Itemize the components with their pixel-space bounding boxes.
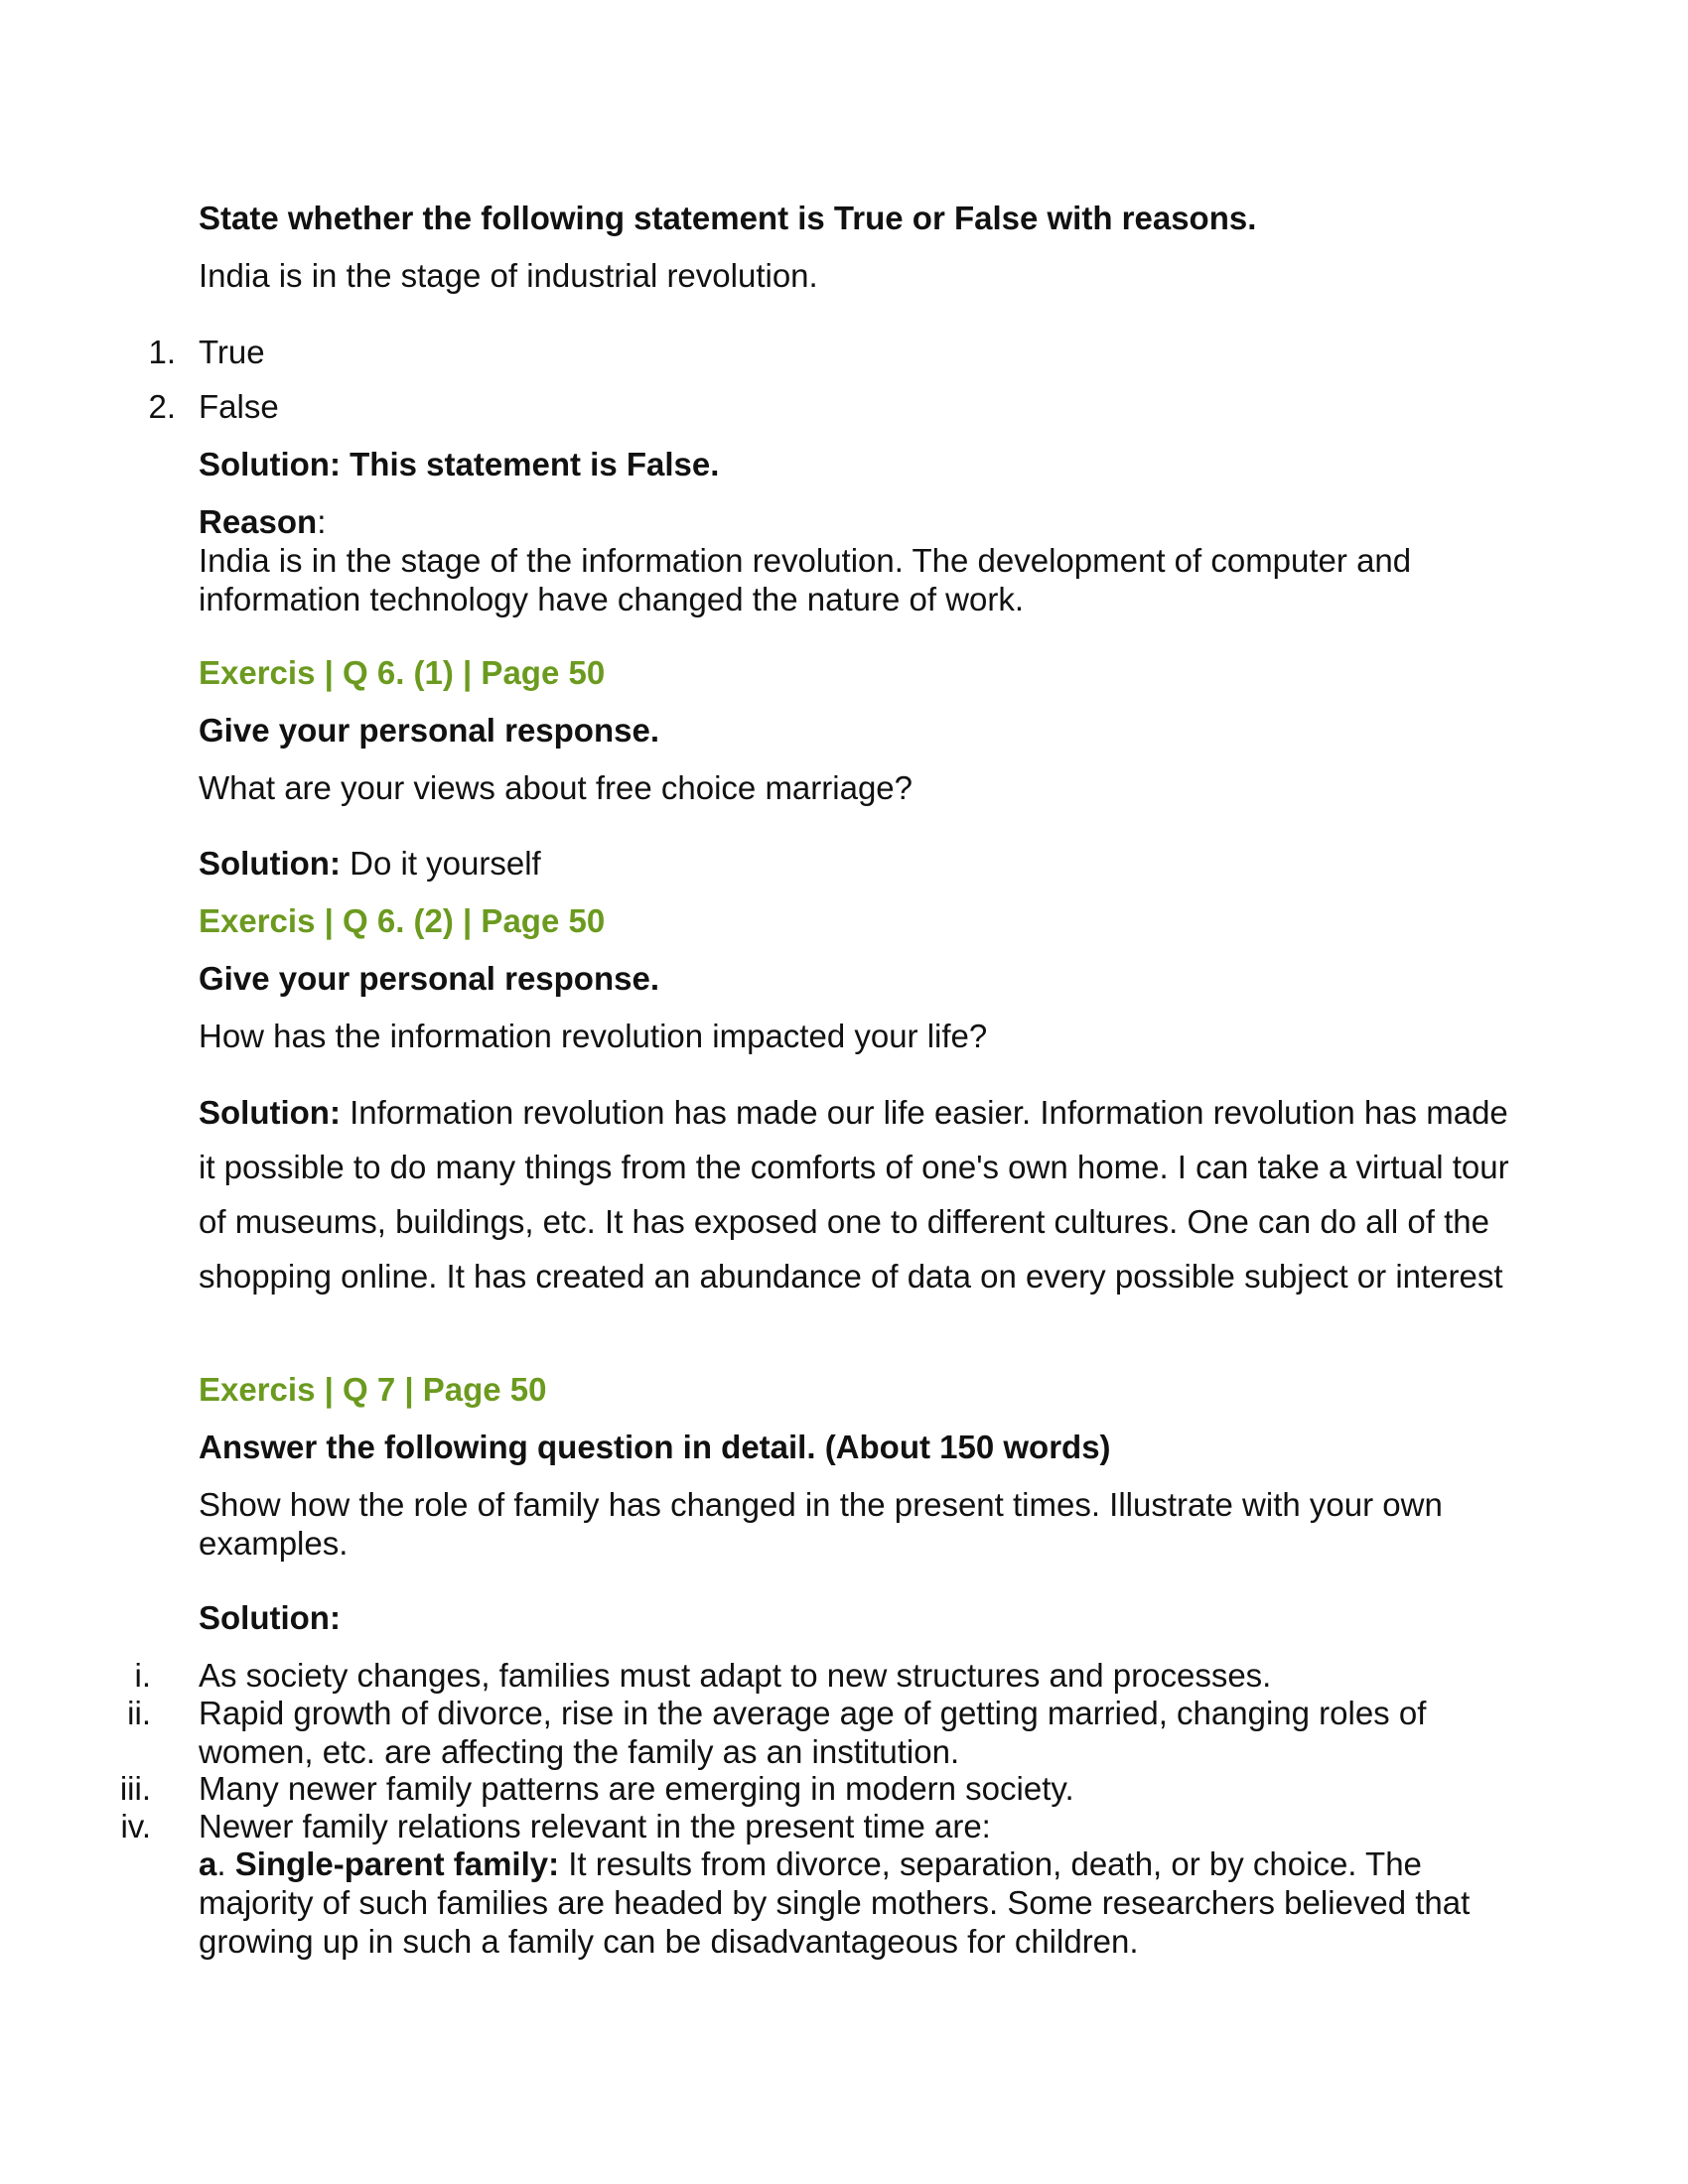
q6-2-solution-text: Information revolution has made our life easier. Information revolution has made it possible to do many things from the comforts of one's own home. I can take a virtual tour of museums, buildings, etc. It has exposed one to different cultures. One can do all of the shopping online. It has created an abundance of data on every possible subject or interest [199,1094,1509,1295]
point-number-ii: ii. [127,1695,151,1731]
point-i: As society changes, families must adapt to new structures and processes. [199,1657,1272,1694]
q6-1-instruction: Give your personal response. [199,712,659,749]
q6-2-solution [199,1085,1509,1303]
q7-instruction: Answer the following question in detail. (About 150 words) [199,1429,1111,1465]
reason-text: India is in the stage of the information revolution. The development of computer and information technology have changed the nature of work. [199,542,1412,617]
q6-1-question: What are your views about free choice marriage? [199,769,914,806]
q7-header: Exercis | Q 7 | Page 50 [199,1371,547,1408]
q6-2-question: How has the information revolution impacted your life? [199,1018,988,1054]
option-number-2: 2. [148,388,176,425]
q6-2-solution-label: Solution: [199,1094,341,1131]
point-ii: Rapid growth of divorce, rise in the average age of getting married, changing roles of women, etc. are affecting the family as an institution. [199,1695,1427,1770]
sub-point-a-letter: a [199,1845,217,1882]
point-iii: Many newer family patterns are emerging in modern society. [199,1770,1074,1807]
point-number-i: i. [134,1657,151,1694]
q6-1-solution-label: Solution: [199,845,341,882]
reason-colon: : [317,503,327,540]
option-false: False [199,388,279,425]
reason-heading [199,502,1509,541]
sub-point-a [199,1844,1509,1961]
q5-statement: India is in the stage of industrial revolution. [199,257,818,294]
q7-solution-label: Solution: [199,1599,341,1636]
q6-1-solution [199,844,1509,883]
q6-1-solution-text: Do it yourself [340,845,541,882]
point-number-iii: iii. [119,1770,151,1807]
point-iv: Newer family relations relevant in the present time are: [199,1808,991,1844]
q6-2-instruction: Give your personal response. [199,960,659,997]
q6-1-header: Exercis | Q 6. (1) | Page 50 [199,654,606,691]
option-number-1: 1. [148,334,176,370]
point-number-iv: iv. [120,1808,151,1844]
reason-label: Reason [199,503,318,540]
q5-instruction: State whether the following statement is True or False with reasons. [199,200,1257,236]
sub-point-a-label: Single-parent family: [234,1845,560,1882]
q5-solution: Solution: This statement is False. [199,446,720,482]
sub-point-a-text: It results from divorce, separation, death, or by choice. The majority of such families are headed by single mothers. Some researchers believed that growing up in such a family can be disadvantageous for children. [199,1845,1471,1960]
q7-question: Show how the role of family has changed in the present times. Illustrate with your own examples. [199,1486,1443,1562]
q6-2-header: Exercis | Q 6. (2) | Page 50 [199,902,606,939]
option-true: True [199,334,265,370]
sub-point-a-dot: . [216,1845,235,1882]
